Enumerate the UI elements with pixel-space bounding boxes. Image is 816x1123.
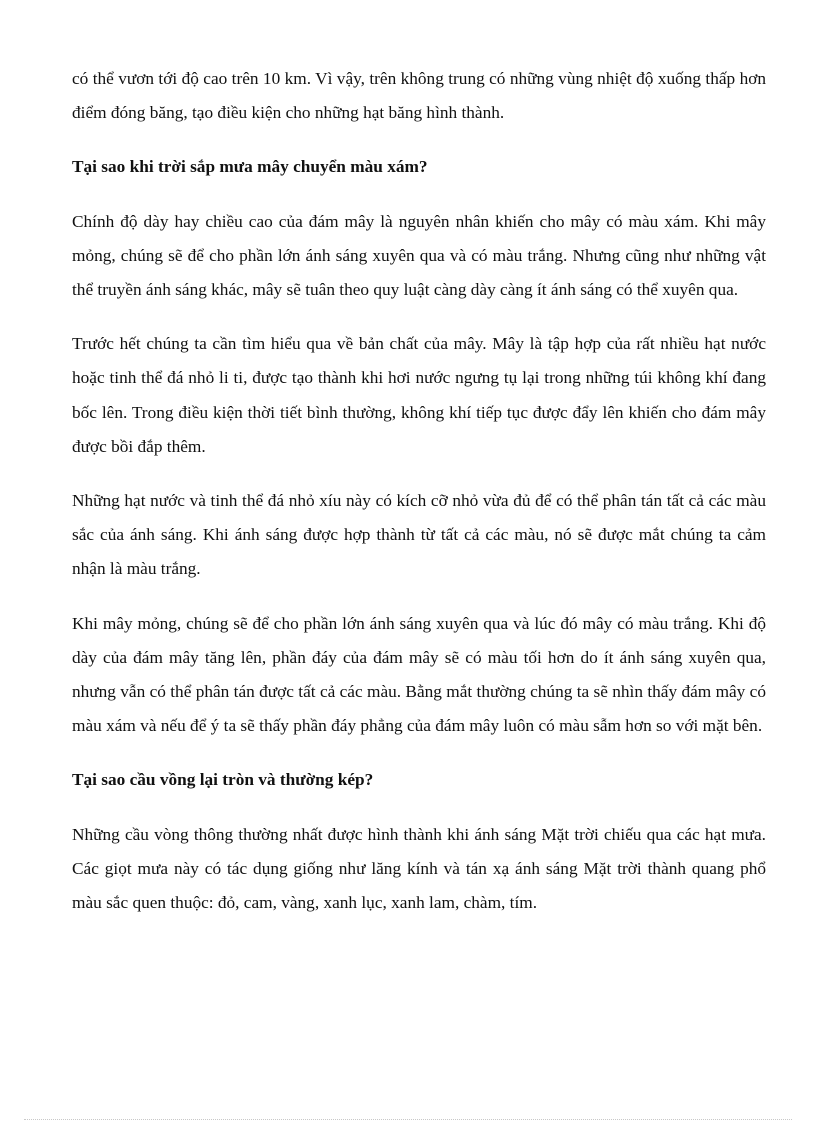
paragraph-cloud-nature: Trước hết chúng ta cần tìm hiểu qua về bản chất của mây. Mây là tập hợp của rất nhiều hạt nước hoặc tinh thể đá nhỏ li ti, được tạo thành khi hơi nước ngưng tụ lại trong những túi không khí đang bốc lên. Trong điều kiện thời tiết bình thường, không khí tiếp tục được đẩy lên khiến cho đám mây được bồi đắp thêm. [72, 334, 766, 456]
paragraph-grey-color: Khi mây mỏng, chúng sẽ để cho phần lớn ánh sáng xuyên qua và lúc đó mây có màu trắng. Khi độ dày của đám mây tăng lên, phần đáy của đám mây sẽ có màu tối hơn do ít ánh sáng xuyên qua, nhưng vẫn có thể phân tán được tất cả các màu. Bằng mắt thường chúng ta sẽ nhìn thấy đám mây có màu xám và nếu để ý ta sẽ thấy phần đáy phẳng của đám mây luôn có màu sẫm hơn so với mặt bên. [72, 613, 766, 736]
paragraph-intro-continuation: có thể vươn tới độ cao trên 10 km. Vì vậy, trên không trung có những vùng nhiệt độ xuống thấp hơn điểm đóng băng, tạo điều kiện cho những hạt băng hình thành. [72, 69, 766, 123]
paragraph-cloud-thickness: Chính độ dày hay chiều cao của đám mây là nguyên nhân khiến cho mây có màu xám. Khi mây mỏng, chúng sẽ để cho phần lớn ánh sáng xuyên qua và có màu trắng. Nhưng cũng như những vật thể truyền ánh sáng khác, mây sẽ tuân theo quy luật càng dày càng ít ánh sáng có thể xuyên qua. [72, 211, 766, 300]
page-bottom-divider [24, 1119, 792, 1120]
heading-rainbow: Tại sao cầu vồng lại tròn và thường kép? [72, 770, 374, 790]
heading-grey-clouds: Tại sao khi trời sắp mưa mây chuyển màu xám? [72, 157, 428, 177]
paragraph-rainbow-formation: Những cầu vòng thông thường nhất được hình thành khi ánh sáng Mặt trời chiếu qua các hạt mưa. Các giọt mưa này có tác dụng giống như lăng kính và tán xạ ánh sáng Mặt trời thành quang phổ màu sắc quen thuộc: đỏ, cam, vàng, xanh lục, xanh lam, chàm, tím. [72, 824, 766, 913]
paragraph-light-scattering: Những hạt nước và tinh thể đá nhỏ xíu này có kích cỡ nhỏ vừa đủ để có thể phân tán tất cả các màu sắc của ánh sáng. Khi ánh sáng được hợp thành từ tất cả các màu, nó sẽ được mắt chúng ta cảm nhận là màu trắng. [72, 491, 766, 579]
document-page [72, 62, 766, 940]
